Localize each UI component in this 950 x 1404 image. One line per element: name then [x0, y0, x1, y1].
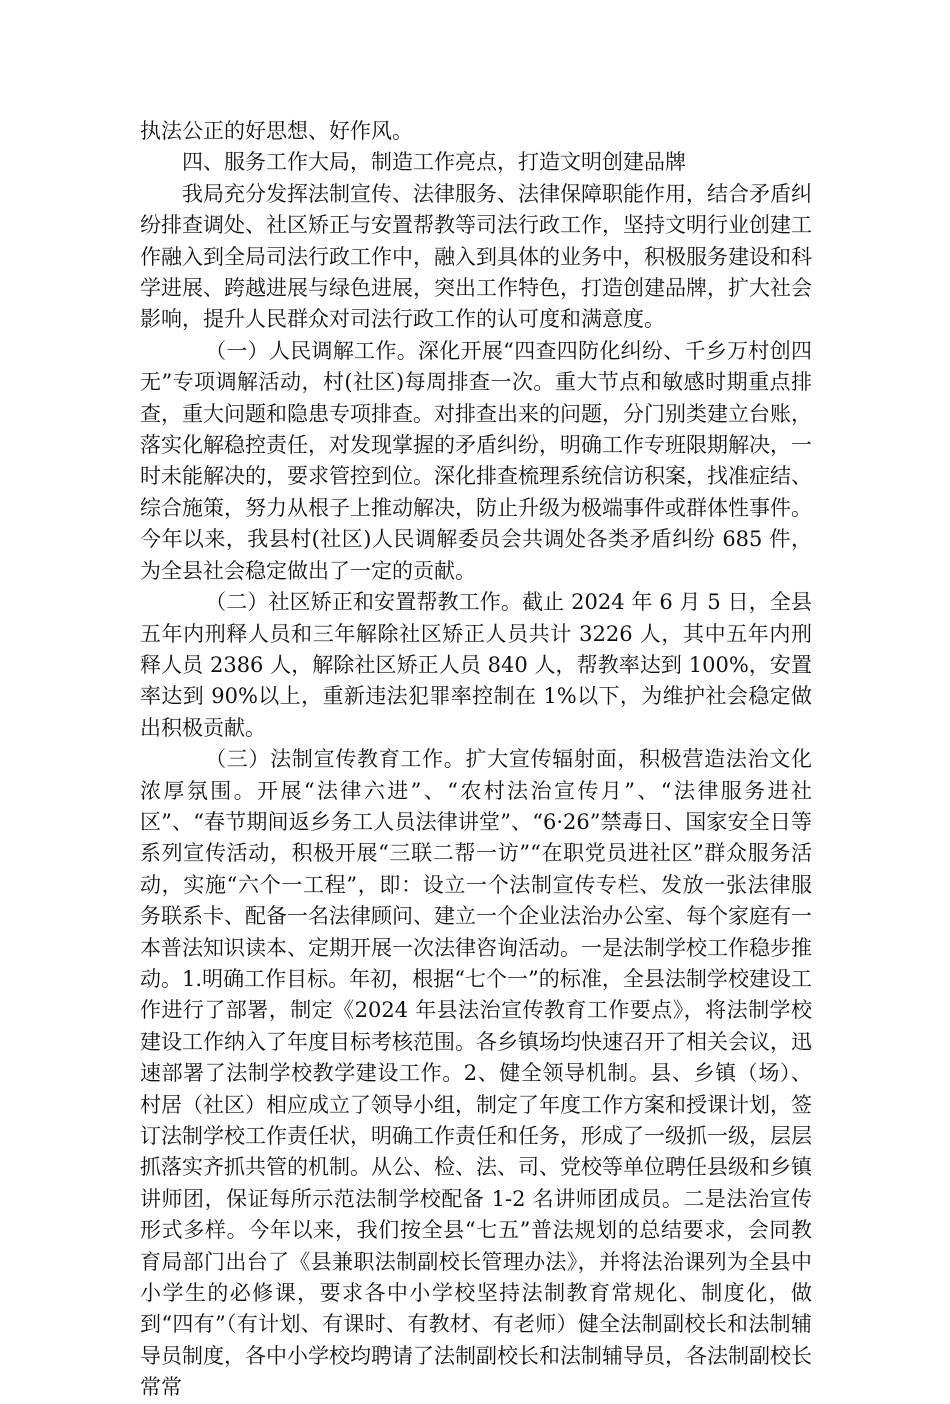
paragraph-legal-education: （三）法制宣传教育工作。扩大宣传辐射面，积极营造法治文化浓厚氛围。开展“法律六进”、“农村法治宣传月”、“法律服务进社区”、“春节期间返乡务工人员法律讲堂”、“6·26”禁毒日、国家安全日等系列宣传活动，积极开展“三联二帮一访”“在职党员进社区”群众服务活动，实施“六个一工程”，即：设立一个法制宣传专栏、发放一张法律服务联系卡、配备一名法律顾问、建立一个企业法治办公室、每个家庭有一本普法知识读本、定期开展一次法律咨询活动。一是法制学校工作稳步推动。1.明确工作目标。年初，根据“七个一”的标准，全县法制学校建设工作进行了部署，制定《2024 年县法治宣传教育工作要点》，将法制学校建设工作纳入了年度目标考核范围。各乡镇场均快速召开了相关会议，迅速部署了法制学校教学建设工作。2、健全领导机制。县、乡镇（场）、村居（社区）相应成立了领导小组，制定了年度工作方案和授课计划，签订法制学校工作责任状，明确工作责任和任务，形成了一级抓一级，层层抓落实齐抓共管的机制。从公、检、法、司、党校等单位聘任县级和乡镇讲师团，保证每所示范法制学校配备 1-2 名讲师团成员。二是法治宣传形式多样。今年以来，我们按全县“七五”普法规划的总结要求，会同教育局部门出台了《县兼职法制副校长管理办法》，并将法治课列为全县中小学生的必修课，要求各中小学校坚持法制教育常规化、制度化，做到“四有”（有计划、有课时、有教材、有老师）健全法制副校长和法制辅导员制度，各中小学校均聘请了法制副校长和法制辅导员，各法制副校长常常: [140, 747, 812, 1400]
paragraph-correction: （二）社区矫正和安置帮教工作。截止 2024 年 6 月 5 日，全县五年内刑释人员和三年解除社区矫正人员共计 3226 人，其中五年内刑释人员 2386 人，解除社区矫正人员 840 人，帮教率达到 100%，安置率达到 90%以上，重新违法犯罪率控制在 1%以下，为维护社会稳定做出积极贡献。: [140, 590, 812, 740]
paragraph-continuation: 执法公正的好思想、好作风。: [140, 119, 413, 143]
section-heading: 四、服务工作大局，制造工作亮点，打造文明创建品牌: [182, 150, 686, 175]
paragraph-mediation: （一）人民调解工作。深化开展“四查四防化纠纷、千乡万村创四无”专项调解活动，村(社区)每周排查一次。重大节点和敏感时期重点排查，重大问题和隐患专项排查。对排查出来的问题，分门别类建立台账，落实化解稳控责任，对发现掌握的矛盾纠纷，明确工作专班限期解决，一时未能解决的，要求管控到位。深化排查梳理系统信访积案，找准症结、综合施策，努力从根子上推动解决，防止升级为极端事件或群体性事件。今年以来，我县村(社区)人民调解委员会共调处各类矛盾纠纷 685 件，为全县社会稳定做出了一定的贡献。: [140, 338, 812, 583]
document-body: [140, 116, 812, 1404]
paragraph-intro: 我局充分发挥法制宣传、法律服务、法律保障职能作用，结合矛盾纠纷排查调处、社区矫正与安置帮教等司法行政工作，坚持文明行业创建工作融入到全局司法行政工作中，融入到具体的业务中，积极服务建设和科学进展、跨越进展与绿色进展，突出工作特色，打造创建品牌，扩大社会影响，提升人民群众对司法行政工作的认可度和满意度。: [140, 181, 812, 332]
